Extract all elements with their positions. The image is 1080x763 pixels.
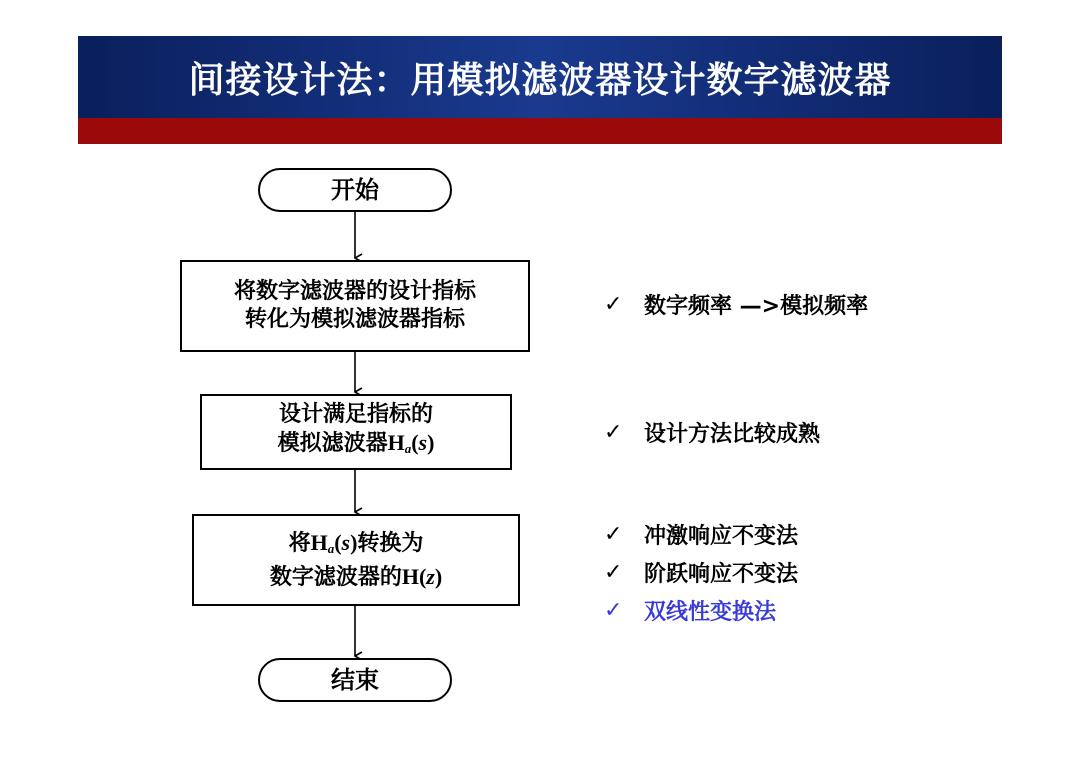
step2-box: [200, 394, 512, 470]
step1-line1: 将数字滤波器的设计指标: [233, 279, 476, 304]
note-3-text: 冲激响应不变法: [644, 523, 799, 549]
start-node: [258, 168, 452, 212]
note-1: [604, 285, 868, 323]
check-icon: ✓: [604, 559, 623, 585]
note-4-text: 阶跃响应不变法: [644, 561, 799, 587]
page-title: 间接设计法：用模拟滤波器设计数字滤波器: [188, 59, 892, 101]
note-2-text: 设计方法比较成熟: [644, 421, 821, 447]
end-label: 结束: [331, 666, 379, 694]
step3-box: [192, 514, 520, 606]
note-group-3: [604, 515, 798, 629]
step1-line2: 转化为模拟滤波器指标: [244, 307, 465, 332]
step2-line1: 设计满足指标的: [278, 402, 433, 427]
check-icon: ✓: [604, 419, 623, 445]
step1-box: [180, 260, 530, 352]
step3-line1: 将$H_a(s)$转换为: [288, 529, 424, 556]
start-label: 开始: [331, 176, 379, 204]
step2-line2: 模拟滤波器$H_a(s)$: [277, 430, 435, 456]
note-5-text: 双线性变换法: [644, 599, 777, 625]
check-icon: ✓: [604, 521, 623, 547]
step3-line2: 数字滤波器的H(z): [269, 563, 443, 590]
check-icon: ✓: [604, 597, 623, 623]
note-1-text: 数字频率 —>模拟频率: [644, 293, 869, 319]
check-icon: ✓: [604, 291, 623, 317]
note-2: [604, 413, 820, 451]
end-node: [258, 658, 452, 702]
